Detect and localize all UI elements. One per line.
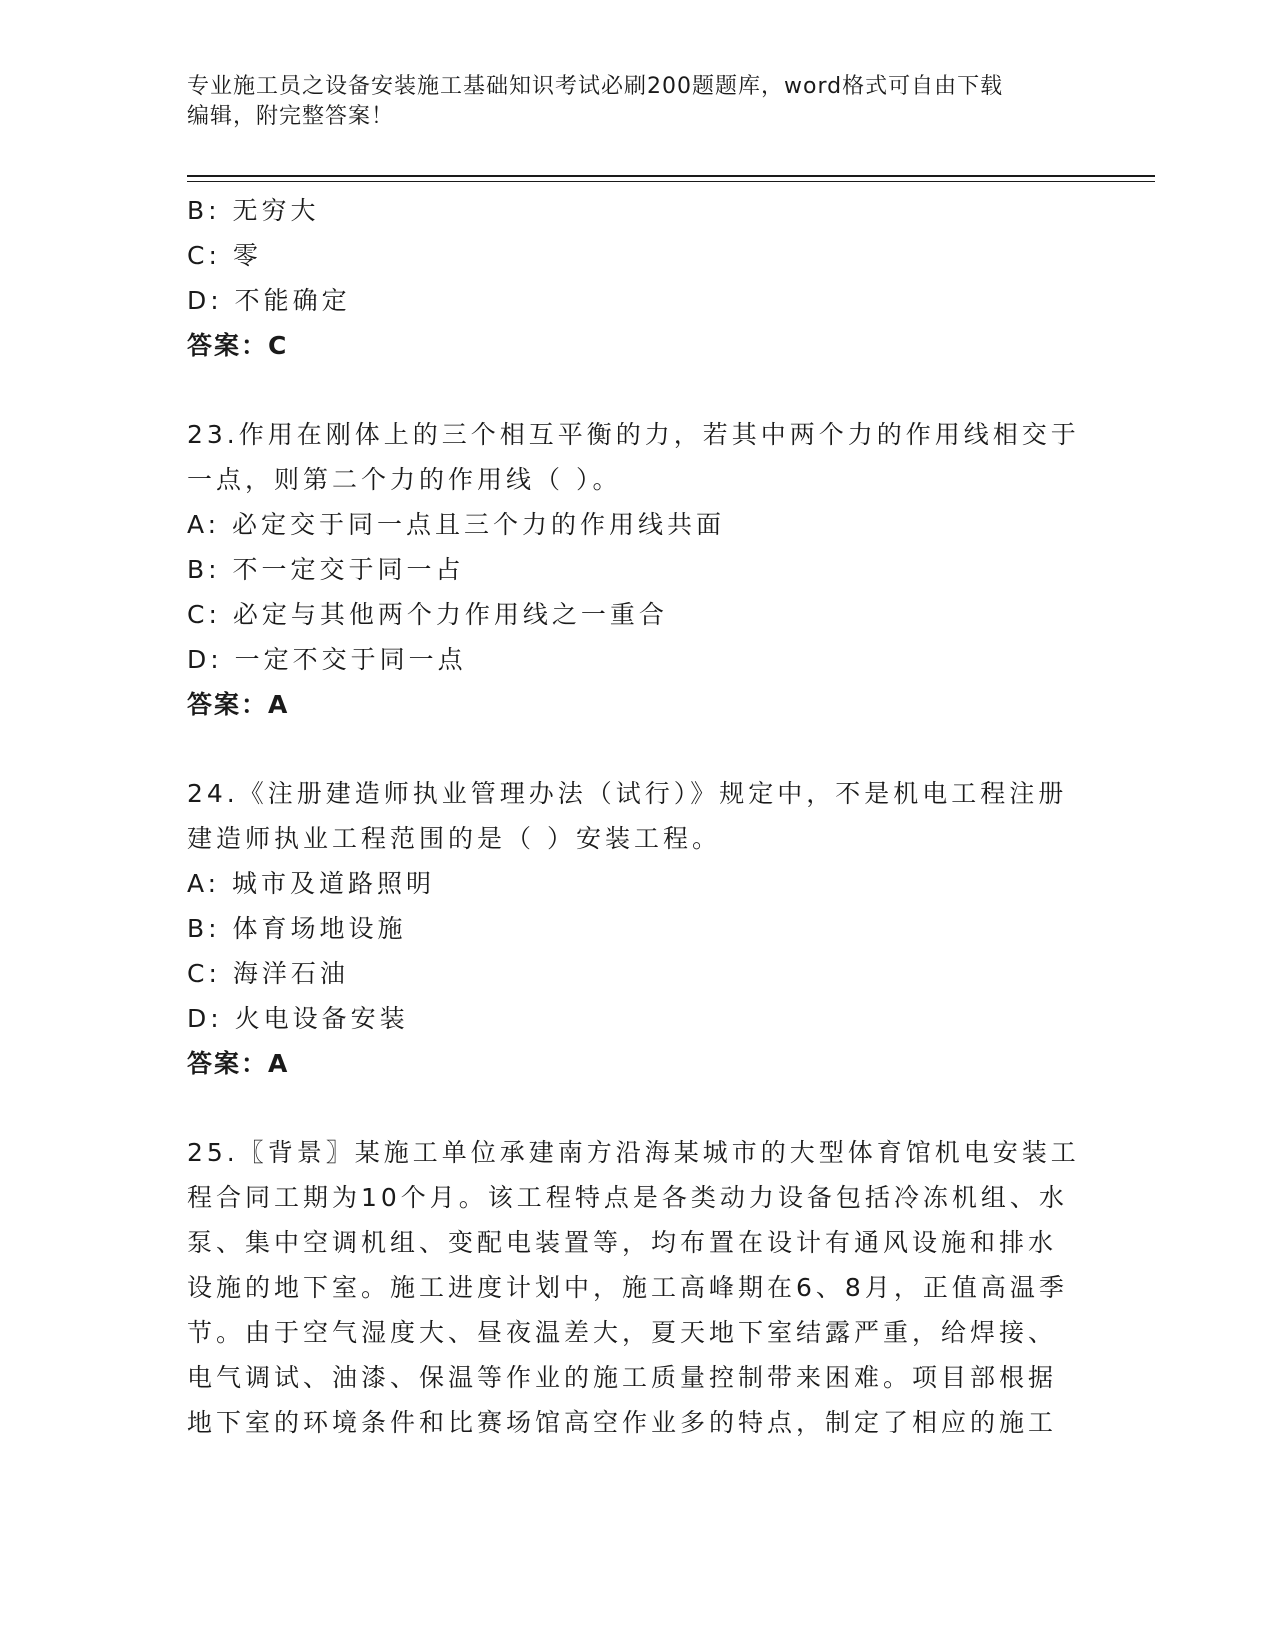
- page-header: [187, 72, 1067, 132]
- spacer: [187, 369, 1087, 412]
- option-a: A: 必定交于同一点且三个力的作用线共面: [187, 510, 726, 539]
- question-text-line: 程合同工期为10个月。该工程特点是各类动力设备包括冷冻机组、水: [187, 1183, 1068, 1212]
- option-d: D: 火电设备安装: [187, 1004, 409, 1033]
- header-rule-thin: [187, 181, 1155, 182]
- option-b: B: 不一定交于同一占: [187, 555, 465, 584]
- option-b: B: 体育场地设施: [187, 914, 407, 943]
- question-25: [187, 1130, 1087, 1445]
- header-rule-thick: [187, 175, 1155, 177]
- question-text-line: 地下室的环境条件和比赛场馆高空作业多的特点，制定了相应的施工: [187, 1408, 1058, 1437]
- option-c: C: 必定与其他两个力作用线之一重合: [187, 600, 668, 629]
- option-d: D: 一定不交于同一点: [187, 645, 467, 674]
- answer: 答案：A: [187, 690, 290, 719]
- document-body: [187, 188, 1087, 1445]
- question-text-line: 设施的地下室。施工进度计划中，施工高峰期在6、8月，正值高温季: [187, 1273, 1068, 1302]
- answer: 答案：C: [187, 331, 289, 360]
- question-text-line: 节。由于空气湿度大、昼夜温差大，夏天地下室结露严重，给焊接、: [187, 1318, 1058, 1347]
- question-23: [187, 412, 1087, 728]
- question-text-line: 电气调试、油漆、保温等作业的施工质量控制带来困难。项目部根据: [187, 1363, 1058, 1392]
- header-title-line-1: 专业施工员之设备安装施工基础知识考试必刷200题题库，word格式可自由下载: [187, 74, 1004, 99]
- question-24: [187, 771, 1087, 1087]
- option-d: D: 不能确定: [187, 286, 351, 315]
- question-text-line: 泵、集中空调机组、变配电装置等，均布置在设计有通风设施和排水: [187, 1228, 1058, 1257]
- spacer: [187, 728, 1087, 771]
- question-text-line: 一点，则第二个力的作用线（ ）。: [187, 465, 622, 494]
- question-text-line: 建造师执业工程范围的是（ ）安装工程。: [187, 824, 721, 853]
- question-22: [187, 188, 1087, 369]
- question-text-line: 23.作用在刚体上的三个相互平衡的力，若其中两个力的作用线相交于: [187, 420, 1080, 449]
- option-c: C: 零: [187, 241, 262, 270]
- question-text-line: 24.《注册建造师执业管理办法（试行）》规定中，不是机电工程注册: [187, 779, 1068, 808]
- option-a: A: 城市及道路照明: [187, 869, 436, 898]
- option-c: C: 海洋石油: [187, 959, 349, 988]
- option-b: B: 无穷大: [187, 196, 320, 225]
- header-title-line-2: 编辑，附完整答案！: [187, 104, 395, 129]
- spacer: [187, 1087, 1087, 1130]
- question-text-line: 25.〖背景〗某施工单位承建南方沿海某城市的大型体育馆机电安装工: [187, 1138, 1080, 1167]
- answer: 答案：A: [187, 1049, 290, 1078]
